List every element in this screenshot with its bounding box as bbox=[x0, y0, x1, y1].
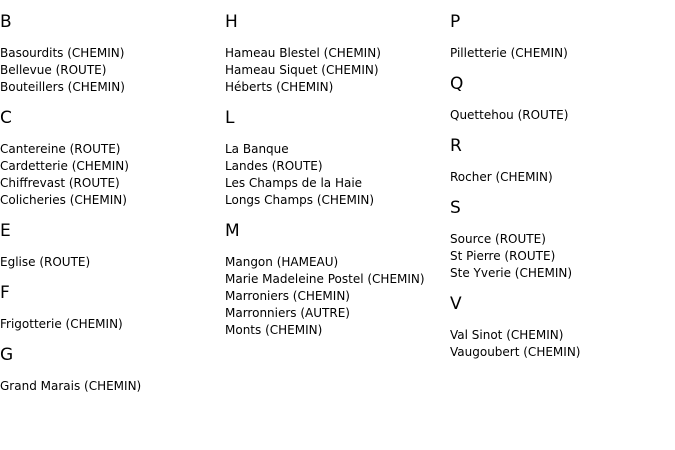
street-list bbox=[450, 107, 675, 124]
street-item[interactable]: Marie Madeleine Postel (CHEMIN) bbox=[225, 272, 425, 286]
section-letter: Q bbox=[450, 74, 464, 94]
street-column-3 bbox=[450, 0, 675, 361]
section-r bbox=[450, 136, 675, 186]
section-p bbox=[450, 12, 675, 62]
street-list bbox=[450, 45, 675, 62]
street-item[interactable]: La Banque bbox=[225, 142, 289, 156]
section-l bbox=[225, 108, 450, 209]
street-list bbox=[0, 378, 225, 395]
street-item[interactable]: Cardetterie (CHEMIN) bbox=[0, 159, 129, 173]
section-letter: E bbox=[0, 221, 11, 241]
section-letter: V bbox=[450, 294, 462, 314]
street-item[interactable]: Marronniers (AUTRE) bbox=[225, 306, 350, 320]
section-letter: M bbox=[225, 221, 240, 241]
street-list bbox=[450, 231, 675, 282]
street-item[interactable]: Landes (ROUTE) bbox=[225, 159, 323, 173]
section-letter: P bbox=[450, 12, 461, 32]
street-column-1 bbox=[0, 0, 225, 395]
street-list bbox=[0, 316, 225, 333]
street-item[interactable]: Vaugoubert (CHEMIN) bbox=[450, 345, 581, 359]
section-letter: C bbox=[0, 108, 12, 128]
section-g bbox=[0, 345, 225, 395]
street-item[interactable]: Cantereine (ROUTE) bbox=[0, 142, 121, 156]
street-item[interactable]: Bouteillers (CHEMIN) bbox=[0, 80, 125, 94]
section-h bbox=[225, 12, 450, 96]
section-s bbox=[450, 198, 675, 282]
section-v bbox=[450, 294, 675, 361]
section-letter: S bbox=[450, 198, 461, 218]
street-item[interactable]: Ste Yverie (CHEMIN) bbox=[450, 266, 573, 280]
street-list bbox=[450, 327, 675, 361]
street-list bbox=[450, 169, 675, 186]
section-b bbox=[0, 12, 225, 96]
street-item[interactable]: Rocher (CHEMIN) bbox=[450, 170, 553, 184]
street-item[interactable]: Héberts (CHEMIN) bbox=[225, 80, 334, 94]
section-letter: B bbox=[0, 12, 12, 32]
street-list bbox=[0, 45, 225, 96]
section-q bbox=[450, 74, 675, 124]
street-list bbox=[225, 141, 450, 209]
section-e bbox=[0, 221, 225, 271]
section-f bbox=[0, 283, 225, 333]
street-item[interactable]: Source (ROUTE) bbox=[450, 232, 546, 246]
street-item[interactable]: Bellevue (ROUTE) bbox=[0, 63, 107, 77]
section-c bbox=[0, 108, 225, 209]
street-item[interactable]: Monts (CHEMIN) bbox=[225, 323, 323, 337]
street-item[interactable]: Les Champs de la Haie bbox=[225, 176, 363, 190]
street-item[interactable]: Val Sinot (CHEMIN) bbox=[450, 328, 564, 342]
section-m bbox=[225, 221, 450, 339]
section-letter: R bbox=[450, 136, 462, 156]
street-item[interactable]: Mangon (HAMEAU) bbox=[225, 255, 339, 269]
street-item[interactable]: Basourdits (CHEMIN) bbox=[0, 46, 125, 60]
street-item[interactable]: Marroniers (CHEMIN) bbox=[225, 289, 350, 303]
street-item[interactable]: Colicheries (CHEMIN) bbox=[0, 193, 127, 207]
street-list bbox=[0, 254, 225, 271]
street-item[interactable]: Grand Marais (CHEMIN) bbox=[0, 379, 142, 393]
section-letter: G bbox=[0, 345, 14, 365]
street-item[interactable]: Frigotterie (CHEMIN) bbox=[0, 317, 123, 331]
section-letter: F bbox=[0, 283, 10, 303]
street-item[interactable]: St Pierre (ROUTE) bbox=[450, 249, 556, 263]
street-item[interactable]: Hameau Blestel (CHEMIN) bbox=[225, 46, 381, 60]
street-item[interactable]: Pilletterie (CHEMIN) bbox=[450, 46, 568, 60]
street-column-2 bbox=[225, 0, 450, 339]
street-list bbox=[225, 45, 450, 96]
section-letter: L bbox=[225, 108, 235, 128]
street-item[interactable]: Eglise (ROUTE) bbox=[0, 255, 91, 269]
street-list bbox=[225, 254, 450, 339]
street-list bbox=[0, 141, 225, 209]
section-letter: H bbox=[225, 12, 238, 32]
street-item[interactable]: Longs Champs (CHEMIN) bbox=[225, 193, 375, 207]
street-item[interactable]: Quettehou (ROUTE) bbox=[450, 108, 569, 122]
street-item[interactable]: Chiffrevast (ROUTE) bbox=[0, 176, 120, 190]
street-item[interactable]: Hameau Siquet (CHEMIN) bbox=[225, 63, 379, 77]
